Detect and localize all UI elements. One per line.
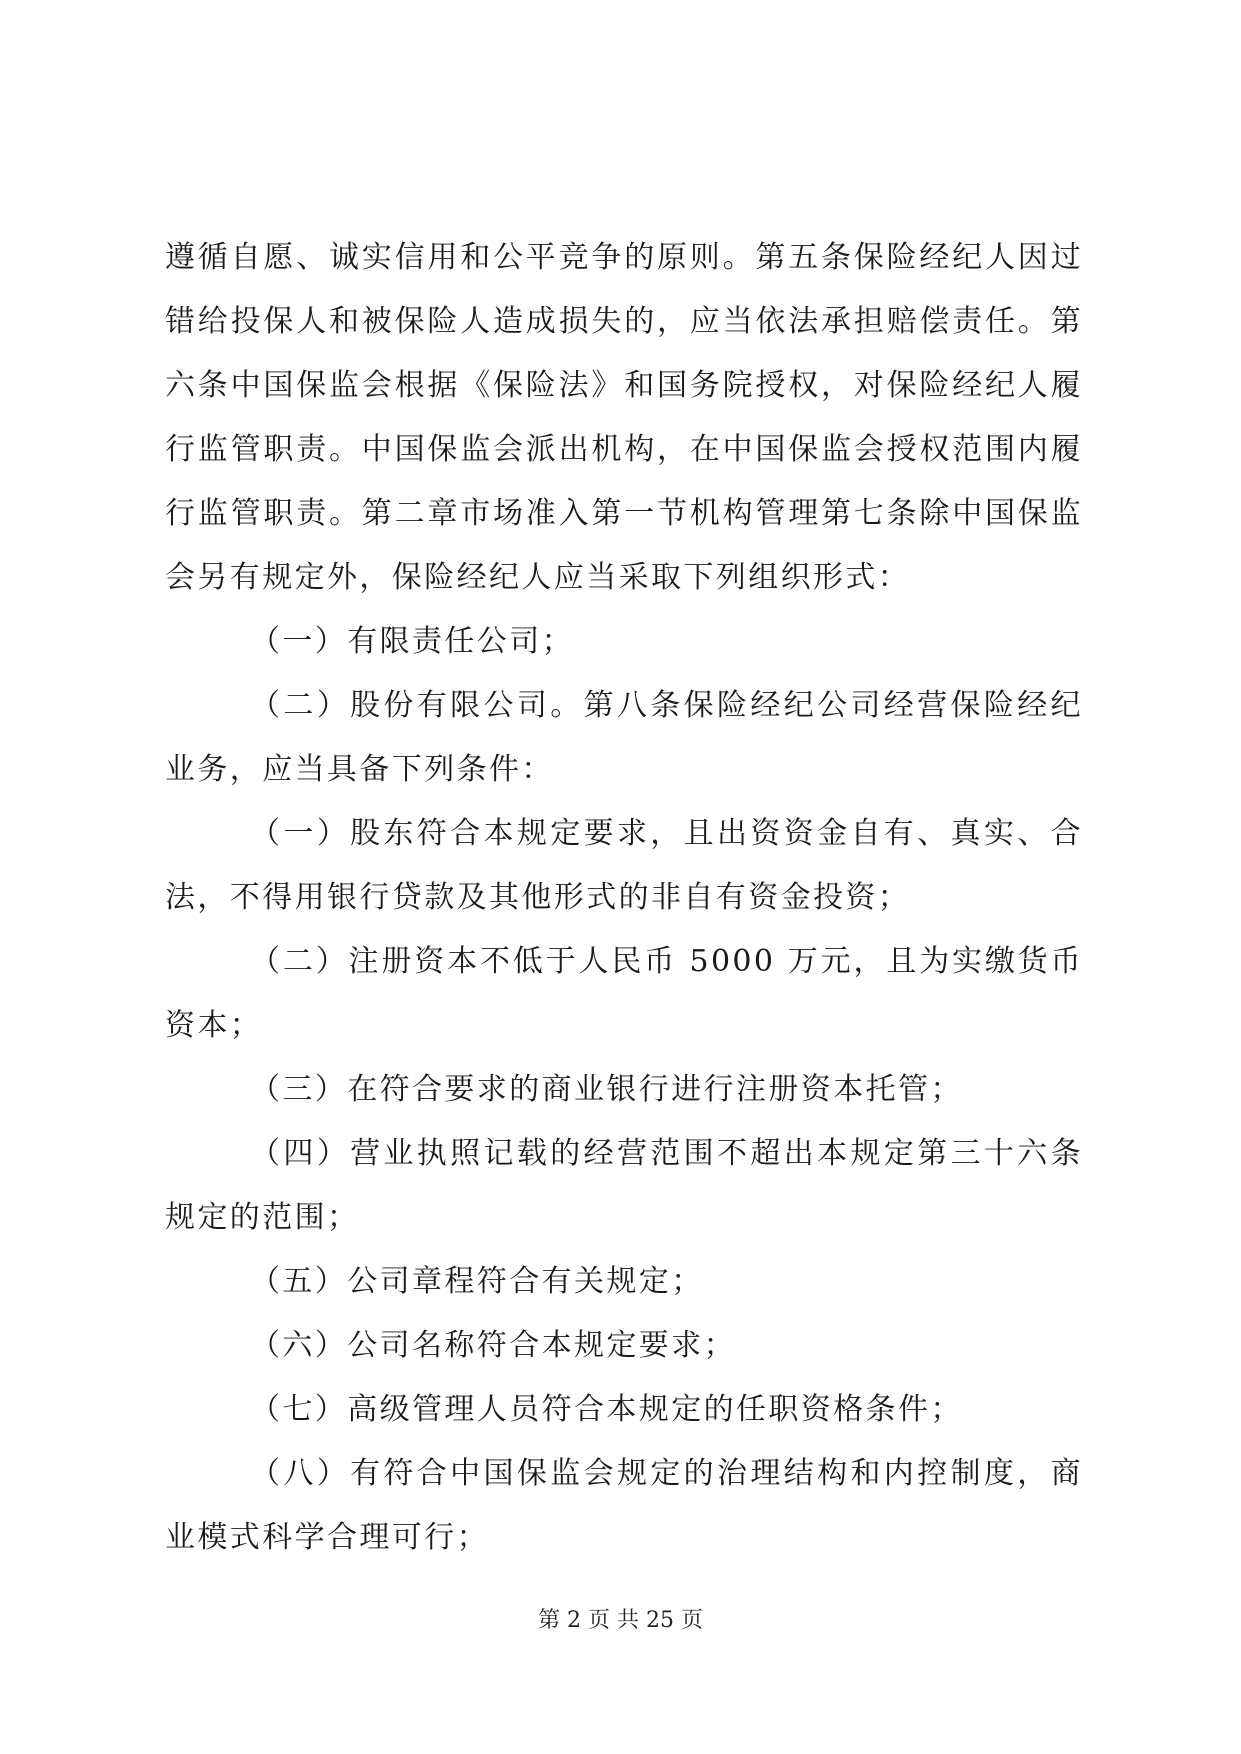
paragraph-item: （四）营业执照记载的经营范围不超出本规定第三十六条规定的范围； [165, 1136, 1083, 1235]
paragraph-item: （五）公司章程符合有关规定； [250, 1264, 704, 1299]
paragraph-item: （八）有符合中国保监会规定的治理结构和内控制度，商业模式科学合理可行； [165, 1456, 1083, 1555]
paragraph-item: （一）股东符合本规定要求，且出资资金自有、真实、合法，不得用银行贷款及其他形式的非自有资金投资； [165, 816, 1083, 915]
paragraph-item: （一）有限责任公司； [250, 624, 574, 659]
document-body [165, 226, 1083, 1570]
paragraph-item: （六）公司名称符合本规定要求； [250, 1328, 736, 1363]
paragraph-item: （二）注册资本不低于人民币 5000 万元，且为实缴货币资本； [165, 944, 1083, 1043]
paragraph-item: （二）股份有限公司。第八条保险经纪公司经营保险经纪业务，应当具备下列条件： [165, 688, 1083, 787]
paragraph-item: （三）在符合要求的商业银行进行注册资本托管； [250, 1072, 963, 1107]
paragraph-intro: 遵循自愿、诚实信用和公平竞争的原则。第五条保险经纪人因过错给投保人和被保险人造成损失的，应当依法承担赔偿责任。第六条中国保监会根据《保险法》和国务院授权，对保险经纪人履行监管职责。中国保监会派出机构，在中国保监会授权范围内履行监管职责。第二章市场准入第一节机构管理第七条除中国保监会另有规定外，保险经纪人应当采取下列组织形式： [165, 240, 1083, 595]
page-number-footer: 第 2 页 共 25 页 [538, 1608, 703, 1633]
paragraph-item: （七）高级管理人员符合本规定的任职资格条件； [250, 1392, 963, 1427]
